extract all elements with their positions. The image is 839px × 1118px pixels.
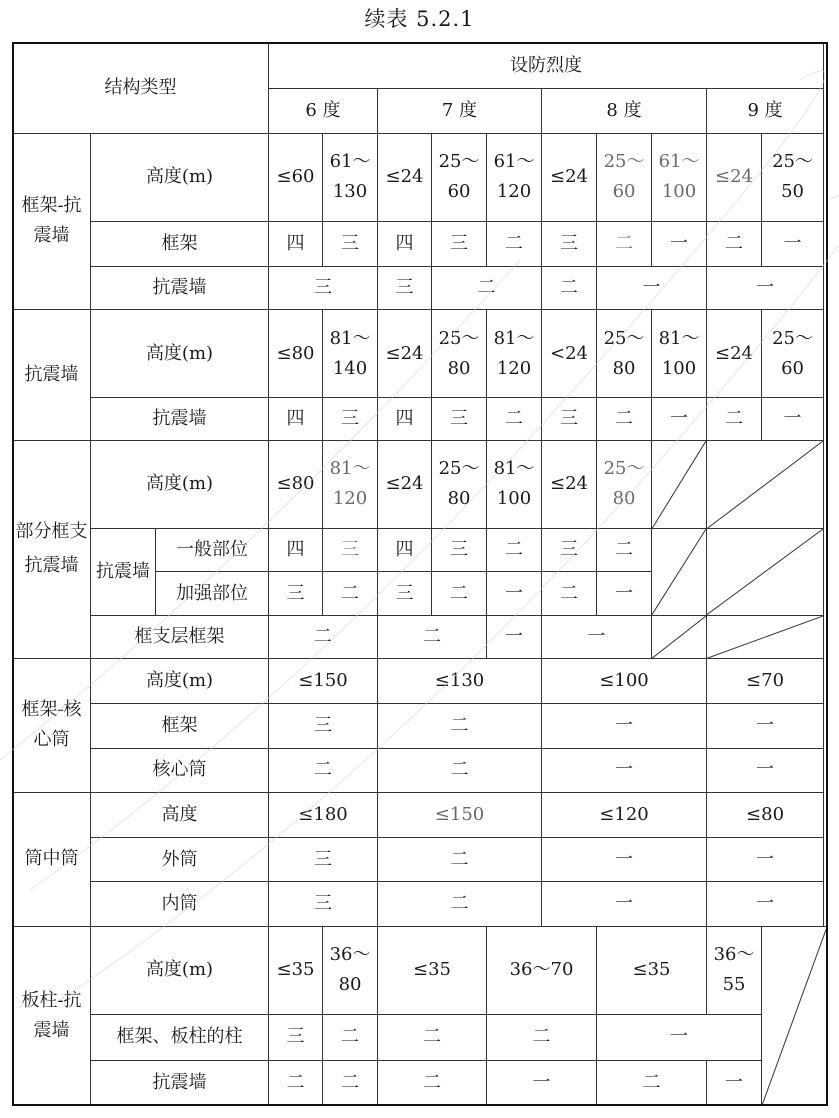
grade-cell: 一	[597, 1015, 762, 1060]
row-label-outer-tube: 外筒	[91, 838, 269, 882]
height-cell: 25～80	[432, 309, 487, 398]
row-label-inner-tube: 内筒	[91, 882, 269, 926]
grade-cell: 二	[378, 704, 542, 748]
row-label-height: 高度(m)	[91, 133, 269, 222]
height-cell: 81～100	[652, 309, 707, 398]
height-cell: 25～50	[762, 133, 824, 222]
grade-cell: 三	[432, 529, 487, 572]
grade-cell: 三	[432, 222, 487, 267]
grade-cell: 二	[542, 572, 597, 615]
height-cell: ≤80	[707, 792, 824, 837]
height-cell: 61～100	[652, 133, 707, 222]
height-cell: ≤35	[597, 926, 707, 1015]
grade-cell: 四	[378, 222, 432, 267]
grade-cell: 一	[542, 838, 707, 882]
header-intensity-9: 9 度	[707, 89, 824, 133]
grade-cell: 四	[269, 222, 323, 267]
grade-cell: 二	[269, 1060, 323, 1105]
height-cell: ≤35	[269, 926, 323, 1015]
height-cell: ≤24	[707, 133, 762, 222]
blank-cell	[652, 440, 707, 529]
height-cell: 36～80	[323, 926, 378, 1015]
seismic-grade-table	[12, 42, 828, 1106]
grade-cell: 一	[487, 615, 542, 658]
height-cell: ≤80	[269, 309, 323, 398]
grade-cell: 二	[378, 615, 487, 658]
grade-cell: 一	[542, 882, 707, 926]
row-label-wall: 抗震墙	[91, 529, 156, 616]
group-frame-core: 框架-核心筒	[13, 658, 91, 792]
grade-cell: 三	[269, 267, 378, 309]
height-cell: ≤24	[542, 133, 597, 222]
grade-cell: 三	[269, 704, 378, 748]
blank-cell	[762, 926, 828, 1105]
grade-cell: 三	[542, 222, 597, 267]
height-cell: ≤24	[378, 309, 432, 398]
grade-cell: 一	[597, 572, 652, 615]
grade-cell: 二	[707, 222, 762, 267]
header-intensity: 设防烈度	[269, 43, 824, 89]
grade-cell: 一	[487, 1060, 597, 1105]
grade-cell: 三	[269, 882, 378, 926]
grade-cell: 二	[378, 1015, 487, 1060]
grade-cell: 四	[269, 398, 323, 440]
grade-cell: 一	[487, 572, 542, 615]
grade-cell: 三	[323, 222, 378, 267]
height-cell: ≤120	[542, 792, 707, 837]
grade-cell: 三	[542, 529, 597, 572]
group-partial-support: 部分框支抗震墙	[13, 440, 91, 658]
grade-cell: 三	[432, 398, 487, 440]
height-cell: 81～120	[323, 440, 378, 529]
group-slab-column-wall: 板柱-抗震墙	[13, 926, 91, 1105]
row-label-height: 高度(m)	[91, 926, 269, 1015]
header-intensity-7: 7 度	[378, 89, 542, 133]
grade-cell: 一	[707, 704, 824, 748]
grade-cell: 一	[707, 882, 824, 926]
height-cell: ≤24	[707, 309, 762, 398]
grade-cell: 一	[707, 838, 824, 882]
grade-cell: 三	[269, 1015, 323, 1060]
table-title: 续表 5.2.1	[364, 7, 475, 31]
row-label-height: 高度(m)	[91, 440, 269, 529]
height-cell: 25～60	[762, 309, 824, 398]
row-label-height: 高度(m)	[91, 309, 269, 398]
height-cell: 61～130	[323, 133, 378, 222]
grade-cell: 四	[378, 398, 432, 440]
height-cell: 81～140	[323, 309, 378, 398]
grade-cell: 三	[269, 838, 378, 882]
grade-cell: 一	[762, 222, 824, 267]
row-label-height: 高度	[91, 792, 269, 837]
height-cell: 36～55	[707, 926, 762, 1015]
height-cell: ≤100	[542, 658, 707, 703]
grade-cell: 一	[707, 1060, 762, 1105]
grade-cell: 二	[323, 572, 378, 615]
blank-cell	[707, 440, 824, 529]
row-label-core: 核心筒	[91, 748, 269, 792]
grade-cell: 二	[487, 1015, 597, 1060]
grade-cell: 二	[323, 1060, 378, 1105]
grade-cell: 三	[323, 529, 378, 572]
grade-cell: 二	[378, 748, 542, 792]
height-cell: <24	[542, 309, 597, 398]
height-cell: ≤24	[378, 440, 432, 529]
row-label-strengthen: 加强部位	[156, 572, 269, 615]
height-cell: ≤130	[378, 658, 542, 703]
height-cell: 81～100	[487, 440, 542, 529]
header-structure-type: 结构类型	[13, 43, 269, 134]
grade-cell: 一	[707, 267, 824, 309]
grade-cell: 一	[597, 267, 707, 309]
grade-cell: 二	[597, 398, 652, 440]
grade-cell: 三	[269, 572, 323, 615]
group-wall: 抗震墙	[13, 309, 91, 440]
header-intensity-6: 6 度	[269, 89, 378, 133]
blank-cell	[652, 529, 707, 616]
grade-cell: 二	[597, 1060, 707, 1105]
height-cell: ≤150	[269, 658, 378, 703]
blank-cell	[707, 615, 824, 658]
grade-cell: 一	[542, 748, 707, 792]
grade-cell: 四	[378, 529, 432, 572]
height-cell: ≤60	[269, 133, 323, 222]
grade-cell: 二	[432, 267, 542, 309]
grade-cell: 二	[542, 267, 597, 309]
group-tube-in-tube: 筒中筒	[13, 792, 91, 926]
grade-cell: 一	[542, 704, 707, 748]
height-cell: 25～80	[597, 309, 652, 398]
grade-cell: 一	[652, 398, 707, 440]
grade-cell: 二	[487, 222, 542, 267]
group-frame-wall: 框架-抗震墙	[13, 133, 91, 309]
grade-cell: 二	[487, 398, 542, 440]
grade-cell: 二	[597, 222, 652, 267]
row-label-frame: 框架	[91, 704, 269, 748]
grade-cell: 二	[487, 529, 542, 572]
blank-cell	[652, 615, 707, 658]
height-cell: 25～60	[432, 133, 487, 222]
row-label-height: 高度(m)	[91, 658, 269, 703]
height-cell: ≤24	[378, 133, 432, 222]
height-cell: ≤80	[269, 440, 323, 529]
height-cell: 81～120	[487, 309, 542, 398]
height-cell: ≤24	[542, 440, 597, 529]
height-cell: ≤70	[707, 658, 824, 703]
grade-cell: 四	[269, 529, 323, 572]
grade-cell: 二	[378, 1060, 487, 1105]
grade-cell: 二	[378, 882, 542, 926]
row-label-wall: 抗震墙	[91, 398, 269, 440]
height-cell: ≤180	[269, 792, 378, 837]
height-cell: 25～60	[597, 133, 652, 222]
height-cell: 61～120	[487, 133, 542, 222]
grade-cell: 一	[707, 748, 824, 792]
height-cell: 25～80	[432, 440, 487, 529]
row-label-general: 一般部位	[156, 529, 269, 572]
grade-cell: 一	[542, 615, 652, 658]
grade-cell: 三	[378, 572, 432, 615]
height-cell: 36～70	[487, 926, 597, 1015]
grade-cell: 三	[542, 398, 597, 440]
row-label-slab-column: 框架、板柱的柱	[91, 1015, 269, 1060]
grade-cell: 二	[269, 615, 378, 658]
height-cell: ≤150	[378, 792, 542, 837]
height-cell: 25～80	[597, 440, 652, 529]
grade-cell: 一	[652, 222, 707, 267]
grade-cell: 三	[323, 398, 378, 440]
grade-cell: 三	[378, 267, 432, 309]
blank-cell	[707, 529, 824, 616]
row-label-wall: 抗震墙	[91, 267, 269, 309]
row-label-wall: 抗震墙	[91, 1060, 269, 1105]
height-cell: ≤35	[378, 926, 487, 1015]
row-label-support-frame: 框支层框架	[91, 615, 269, 658]
grade-cell: 二	[323, 1015, 378, 1060]
grade-cell: 二	[597, 529, 652, 572]
grade-cell: 一	[762, 398, 824, 440]
row-label-frame: 框架	[91, 222, 269, 267]
grade-cell: 二	[707, 398, 762, 440]
grade-cell: 二	[378, 838, 542, 882]
grade-cell: 二	[269, 748, 378, 792]
grade-cell: 二	[432, 572, 487, 615]
header-intensity-8: 8 度	[542, 89, 707, 133]
